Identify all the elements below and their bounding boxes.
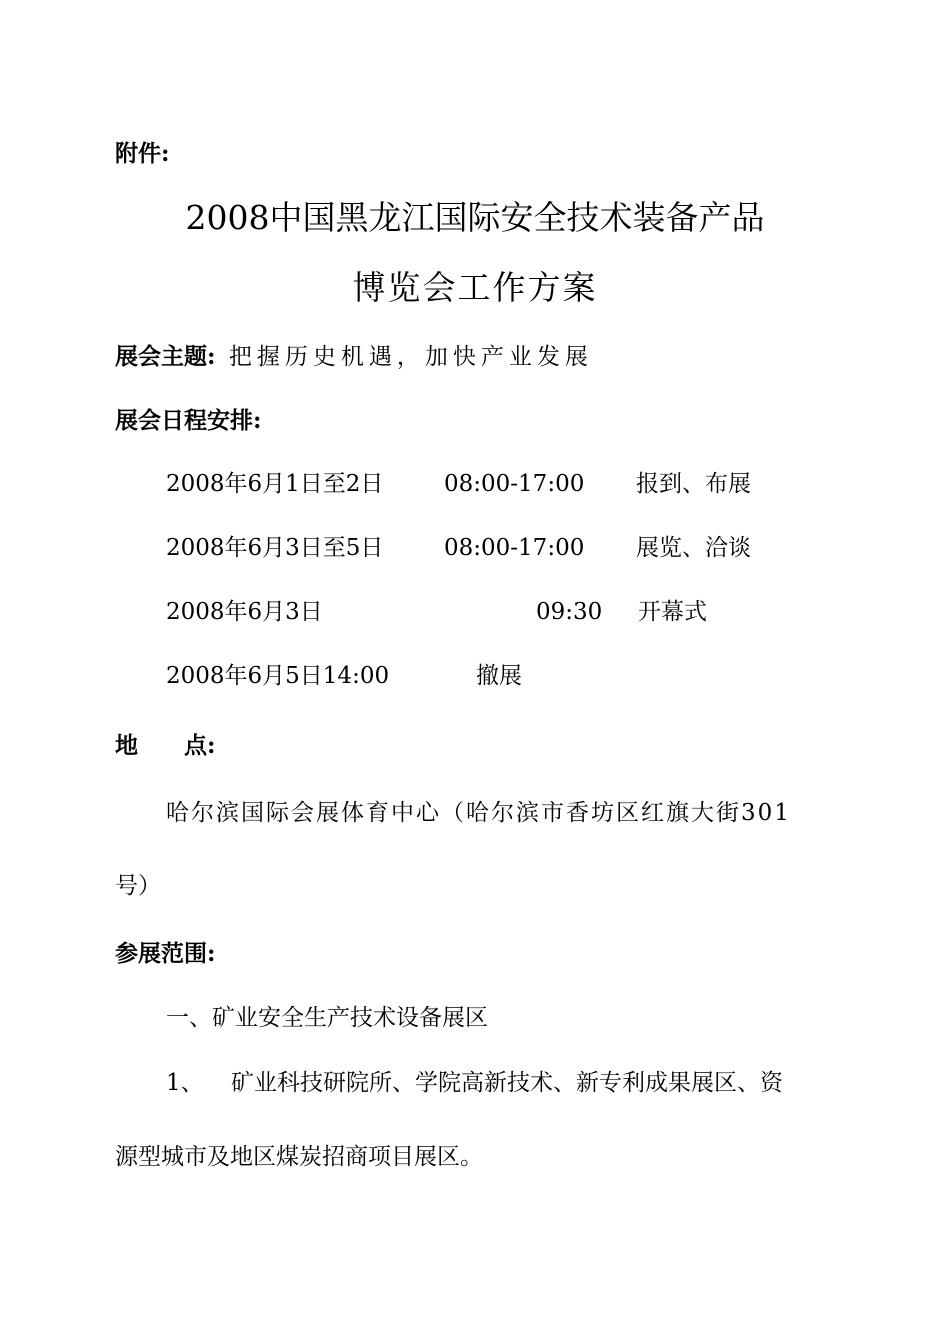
schedule-time: 09:30 [536, 599, 603, 625]
scope-item-1-continuation: 源型城市及地区煤炭招商项目展区。 [115, 1144, 483, 1170]
scope-item-1-number: 1、 [166, 1070, 204, 1096]
schedule-row [0, 661, 950, 691]
schedule-time: 08:00-17:00 [444, 535, 585, 561]
schedule-event: 报到、布展 [636, 471, 751, 497]
schedule-row [0, 533, 950, 563]
schedule-event: 开幕式 [638, 599, 707, 625]
scope-item-1-text: 矿业科技研院所、学院高新技术、新专利成果展区、资 [230, 1070, 783, 1096]
schedule-date: 2008年6月3日至5日 [166, 535, 384, 561]
schedule-event: 展览、洽谈 [636, 535, 751, 561]
attachment-label: 附件: [115, 140, 170, 167]
schedule-event: 撤展 [476, 663, 522, 689]
scope-item-1 [166, 1068, 783, 1098]
theme-label: 展会主题: [115, 343, 216, 370]
schedule-label: 展会日程安排: [115, 407, 262, 434]
location-label: 地 点: [115, 732, 216, 759]
schedule-date: 2008年6月3日 [166, 599, 323, 625]
schedule-time: 08:00-17:00 [444, 471, 585, 497]
location-address-line-2: 号） [115, 873, 161, 899]
schedule-row [0, 597, 950, 627]
document-title-line-2: 博览会工作方案 [352, 268, 598, 307]
scope-label: 参展范围: [115, 940, 216, 967]
document-title-line-1: 2008中国黑龙江国际安全技术装备产品 [185, 198, 765, 237]
location-address-line-1: 哈尔滨国际会展体育中心（哈尔滨市香坊区红旗大街301 [166, 800, 791, 826]
theme-value: 把握历史机遇，加快产业发展 [228, 344, 593, 370]
schedule-date: 2008年6月5日14:00 [166, 663, 390, 689]
schedule-date: 2008年6月1日至2日 [166, 471, 384, 497]
schedule-row [0, 469, 950, 499]
theme-row [115, 342, 593, 372]
scope-section-1: 一、矿业安全生产技术设备展区 [166, 1005, 488, 1031]
